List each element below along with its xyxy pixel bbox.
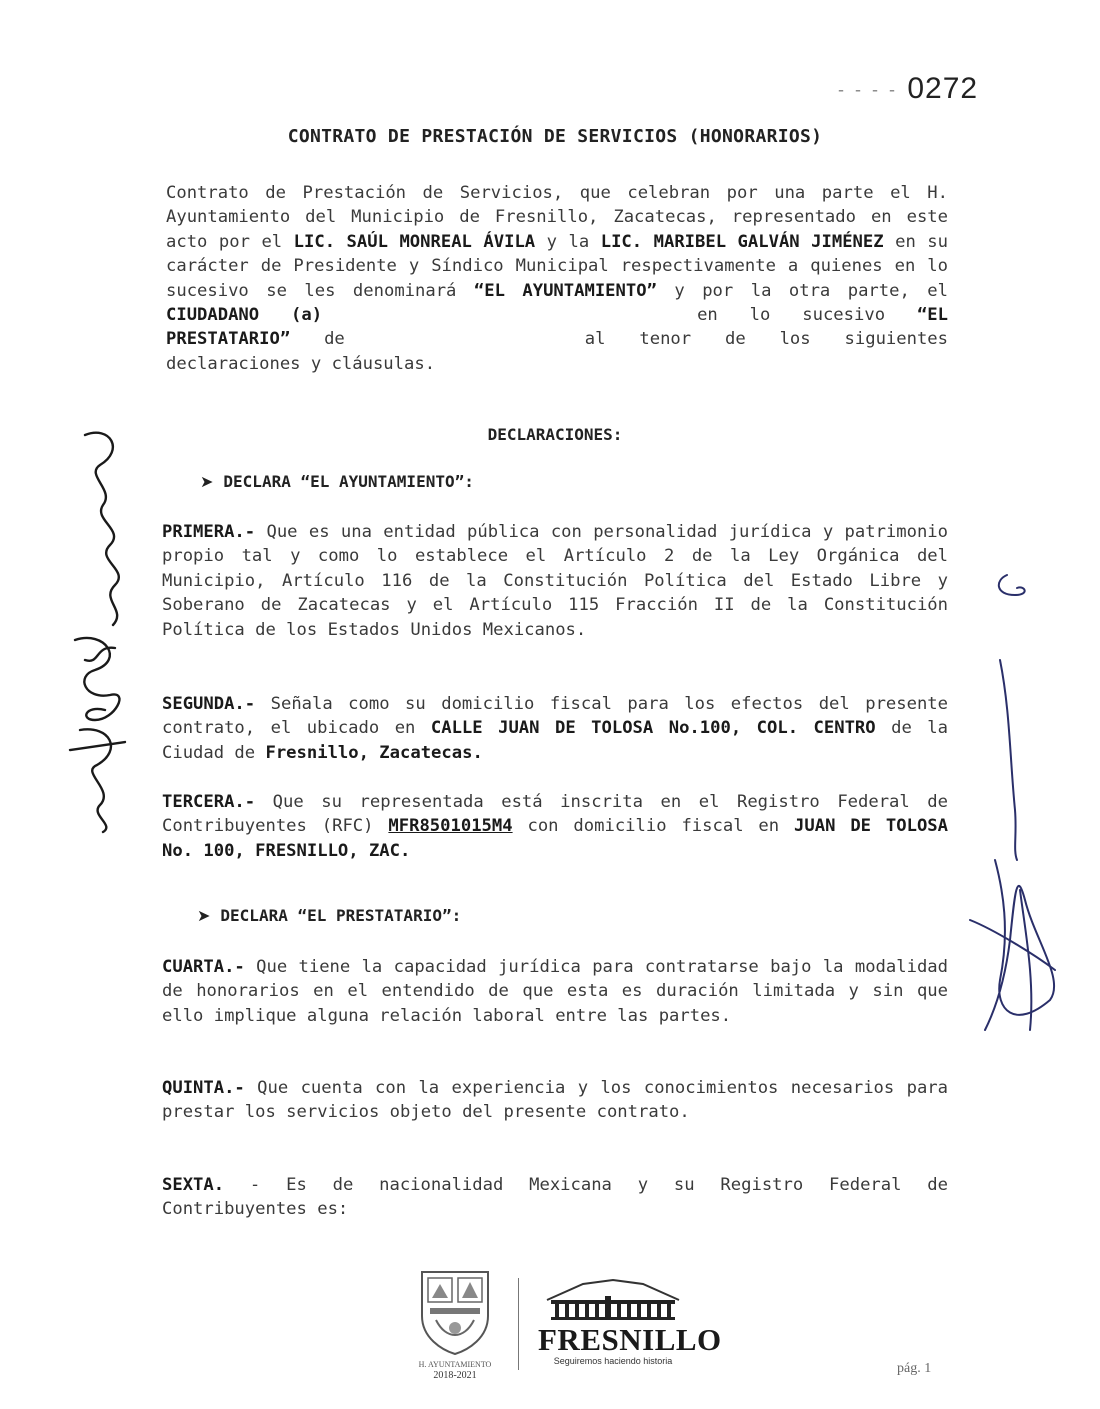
declara-ayuntamiento-heading: [200, 472, 474, 491]
clause-text: de la Ciudad de: [162, 718, 948, 763]
fiscal-address: CALLE JUAN DE TOLOSA No.100, COL. CENTRO: [430, 718, 876, 739]
prestatario-term: “EL PRESTATARIO”: [166, 305, 948, 350]
clause-label: CUARTA.-: [162, 957, 245, 977]
clause-cuarta: [162, 955, 948, 1028]
clause-text: Que cuenta con la experiencia y los conocimientos necesarios para prestar los servicios objeto del presente contrato.: [162, 1078, 948, 1123]
clause-primera: [162, 520, 948, 642]
clause-sexta: [162, 1173, 948, 1222]
seal-years: 2018-2021: [433, 1370, 477, 1381]
clause-text: Que tiene la capacidad jurídica para contratarse bajo la modalidad de honorarios en el entendido de que esta es duración limitada y sin que ello implique alguna relación laboral entre las partes.: [162, 957, 948, 1026]
right-signature: [955, 560, 1075, 1060]
page-number: pág. 1: [897, 1361, 932, 1376]
clause-text: Señala como su domicilio fiscal para los efectos del presente contrato, el ubicado en: [162, 694, 948, 739]
brand-name: FRESNILLO: [538, 1322, 722, 1357]
folio-value: 0272: [907, 72, 979, 105]
intro-text-3: en su carácter de Presidente y Síndico Municipal respectivamente a quienes en lo sucesivo se les denominará: [166, 231, 948, 301]
city-name: Fresnillo, Zacatecas.: [265, 742, 483, 763]
declaraciones-heading: DECLARACIONES:: [487, 425, 623, 444]
folio-number: [838, 72, 978, 106]
arrow-bullet-icon: ➤: [197, 906, 211, 925]
clause-text: - Es de nacionalidad Mexicana y su Registro Federal de Contribuyentes es:: [162, 1175, 948, 1220]
arrow-bullet-icon: ➤: [200, 472, 214, 491]
coat-of-arms-icon: [416, 1268, 494, 1356]
clause-text: Que su representada está inscrita en el Registro Federal de Contribuyentes (RFC): [162, 792, 948, 837]
left-signature: [55, 420, 145, 840]
clause-segunda: [162, 692, 948, 765]
fresnillo-brand: [538, 1278, 722, 1367]
seal-caption: H. AYUNTAMIENTO: [418, 1360, 492, 1369]
city-skyline-icon: [543, 1278, 683, 1320]
ayuntamiento-term: “EL AYUNTAMIENTO”: [473, 280, 657, 301]
clause-label: PRIMERA.-: [162, 522, 256, 542]
sindico-name: LIC. MARIBEL GALVÁN JIMÉNEZ: [600, 231, 884, 252]
intro-text-4: y por la otra parte, el: [656, 280, 948, 301]
clause-tercera: [162, 790, 948, 863]
president-name: LIC. SAÚL MONREAL ÁVILA: [293, 231, 536, 252]
ciudadano-label: CIUDADANO (a): [166, 305, 323, 326]
clause-label: QUINTA.-: [162, 1078, 245, 1098]
document-title: CONTRATO DE PRESTACIÓN DE SERVICIOS (HONORARIOS): [287, 126, 823, 147]
intro-text-6: de: [290, 329, 345, 350]
clause-text: Que es una entidad pública con personalidad jurídica y patrimonio propio tal y como lo establece el Artículo 2 de la Ley Orgánica del Municipio, Artículo 116 de la Constitución Política del Estado Libre y Soberano de Zacatecas y el Artículo 115 Fracción II de la Constitución Política de los Estados Unidos Mexicanos.: [162, 522, 948, 640]
declara-prestatario-heading: [197, 906, 461, 925]
intro-text-5: en lo sucesivo: [697, 305, 917, 326]
clause-label: SEXTA.: [162, 1175, 225, 1195]
footer-divider: [518, 1278, 519, 1370]
declara-ayuntamiento-text: DECLARA “EL AYUNTAMIENTO”:: [223, 472, 474, 491]
rfc-value: MFR8501015M4: [388, 816, 513, 837]
intro-text-1: Contrato de Prestación de Servicios, que celebran por una parte el H. Ayuntamiento del Municipio de Fresnillo, Zacatecas, representado en este acto por el: [166, 183, 948, 252]
intro-text-7: al tenor de los siguientes declaraciones y cláusulas.: [166, 329, 948, 374]
brand-tagline: Seguiremos haciendo historia: [553, 1356, 673, 1366]
intro-paragraph: [166, 181, 948, 376]
intro-text-2: y la: [535, 231, 601, 252]
clause-label: TERCERA.-: [162, 792, 256, 812]
clause-text: con domicilio fiscal en: [512, 816, 795, 837]
clause-label: SEGUNDA.-: [162, 694, 256, 714]
declara-prestatario-text: DECLARA “EL PRESTATARIO”:: [220, 906, 462, 925]
folio-marks: - - - -: [838, 79, 898, 100]
municipal-seal: [405, 1268, 505, 1382]
clause-quinta: [162, 1076, 948, 1125]
fiscal-address: JUAN DE TOLOSA No. 100, FRESNILLO, ZAC.: [162, 816, 948, 861]
